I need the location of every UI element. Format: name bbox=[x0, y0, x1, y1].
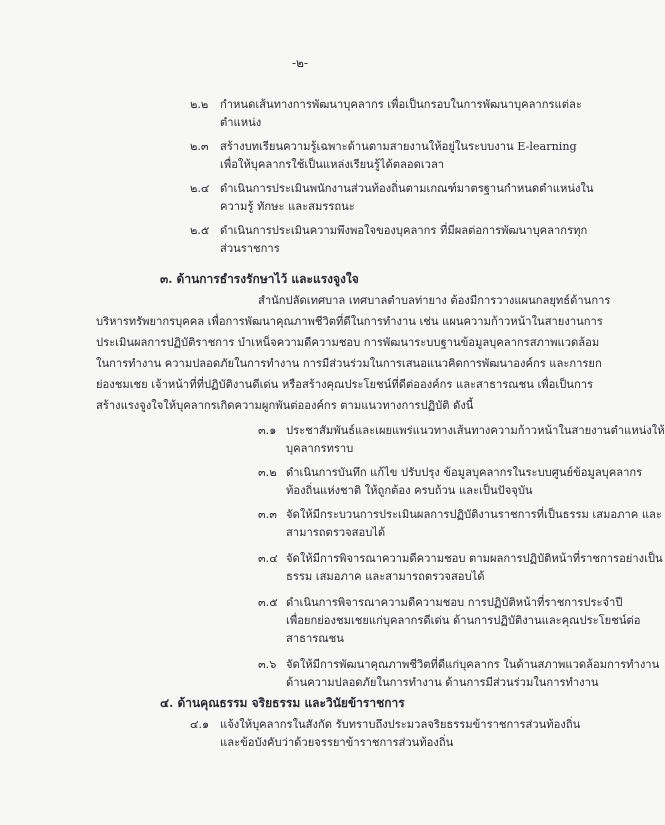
item-3-4-line1: จัดให้มีการพิจารณาความดีความชอบ ตามผลการปฏิบัติหน้าที่ราชการอย่างเป็น bbox=[286, 552, 663, 565]
section-4-heading: ๔. ด้านคุณธรรม จริยธรรม และวินัยข้าราชการ bbox=[160, 696, 405, 710]
item-3-6-line2: ด้านความปลอดภัยในการทำงาน ด้านการมีส่วนร่วมในการทำงาน bbox=[286, 676, 599, 689]
item-2-5-line1: ดำเนินการประเมินความพึงพอใจของบุคลากร ที่มีผลต่อการพัฒนาบุคลากรทุก bbox=[220, 224, 588, 237]
item-2-4-line2: ความรู้ ทักษะ และสมรรถนะ bbox=[220, 200, 355, 213]
item-2-2-line2: ตำแหน่ง bbox=[220, 116, 262, 129]
item-2-3-number: ๒.๓ bbox=[190, 140, 209, 153]
item-3-6-number: ๓.๖ bbox=[258, 658, 277, 671]
item-3-3-line1: จัดให้มีกระบวนการประเมินผลการปฏิบัติงานราชการที่เป็นธรรม เสมอภาค และ bbox=[286, 508, 662, 521]
item-3-1-line2: บุคลากรทราบ bbox=[286, 442, 354, 455]
item-4-1-line1: แจ้งให้บุคลากรในสังกัด รับทราบถึงประมวลจริยธรรมข้าราชการส่วนท้องถิ่น bbox=[220, 718, 581, 731]
item-3-2-number: ๓.๒ bbox=[258, 466, 277, 479]
item-3-4-line2: ธรรม เสมอภาค และสามารถตรวจสอบได้ bbox=[286, 570, 485, 583]
section-3-paragraph-line: สำนักปลัดเทศบาล เทศบาลตำบลท่ายาง ต้องมีการวางแผนกลยุทธ์ด้านการ bbox=[258, 294, 611, 307]
item-3-5-line3: สาธารณชน bbox=[286, 632, 344, 645]
section-3-paragraph-line: บริหารทรัพยากรบุคคล เพื่อการพัฒนาคุณภาพชีวิตที่ดีในการทำงาน เช่น แผนความก้าวหน้าในสายงานการ bbox=[96, 315, 603, 328]
page-number: -๒- bbox=[291, 56, 309, 70]
section-3-paragraph-line: สร้างแรงจูงใจให้บุคลากรเกิดความผูกพันต่อองค์กร ตามแนวทางการปฏิบัติ ดังนี้ bbox=[96, 399, 474, 412]
item-3-4-number: ๓.๔ bbox=[258, 552, 278, 565]
item-3-3-line2: สามารถตรวจสอบได้ bbox=[286, 526, 386, 539]
section-3-paragraph-line: ในการทำงาน ความปลอดภัยในการทำงาน การมีส่วนร่วมในการเสนอแนวคิดการพัฒนาองค์กร และการยก bbox=[96, 357, 602, 370]
item-2-2-number: ๒.๒ bbox=[190, 98, 209, 111]
item-3-2-line2: ท้องถิ่นแห่งชาติ ให้ถูกต้อง ครบถ้วน และเป็นปัจจุบัน bbox=[286, 484, 533, 497]
item-3-6-line1: จัดให้มีการพัฒนาคุณภาพชีวิตที่ดีแก่บุคลากร ในด้านสภาพแวดล้อมการทำงาน bbox=[286, 658, 660, 671]
item-2-3-line1: สร้างบทเรียนความรู้เฉพาะด้านตามสายงานให้อยู่ในระบบงาน E-learning bbox=[220, 140, 577, 153]
item-2-4-number: ๒.๔ bbox=[190, 182, 210, 195]
item-2-2-line1: กำหนดเส้นทางการพัฒนาบุคลากร เพื่อเป็นกรอบในการพัฒนาบุคลากรแต่ละ bbox=[220, 98, 582, 111]
section-3-paragraph-line: ย่องชมเชย เจ้าหน้าที่ที่ปฏิบัติงานดีเด่น หรือสร้างคุณประโยชน์ที่ดีต่อองค์กร และสาธารณชน เพื่อเป็นการ bbox=[96, 378, 594, 391]
item-3-5-line1: ดำเนินการพิจารณาความดีความชอบ การปฏิบัติหน้าที่ราชการประจำปี bbox=[286, 596, 623, 609]
item-3-5-line2: เพื่อยกย่องชมเชยแก่บุคลากรดีเด่น ด้านการปฏิบัติงานและคุณประโยชน์ต่อ bbox=[286, 614, 641, 627]
item-3-1-line1: ประชาสัมพันธ์และเผยแพร่แนวทางเส้นทางความก้าวหน้าในสายงานตำแหน่งให้ bbox=[286, 424, 665, 437]
item-3-5-number: ๓.๕ bbox=[258, 596, 278, 609]
item-2-3-line2: เพื่อให้บุคลากรใช้เป็นแหล่งเรียนรู้ได้ตลอดเวลา bbox=[220, 158, 445, 171]
item-3-2-line1: ดำเนินการบันทึก แก้ไข ปรับปรุง ข้อมูลบุคลากรในระบบศูนย์ข้อมูลบุคลากร bbox=[286, 466, 643, 479]
section-3-paragraph-line: ประเมินผลการปฏิบัติราชการ บำเหน็จความดีความชอบ การพัฒนาระบบฐานข้อมูลบุคลากรสภาพแวดล้อม bbox=[96, 336, 600, 349]
item-2-5-line2: ส่วนราชการ bbox=[220, 242, 280, 255]
item-3-1-number: ๓.๑ bbox=[258, 424, 277, 437]
section-3-heading: ๓. ด้านการธำรงรักษาไว้ และแรงจูงใจ bbox=[160, 272, 359, 286]
item-2-5-number: ๒.๕ bbox=[190, 224, 210, 237]
item-4-1-line2: และข้อบังคับว่าด้วยจรรยาข้าราชการส่วนท้องถิ่น bbox=[220, 736, 454, 749]
item-2-4-line1: ดำเนินการประเมินพนักงานส่วนท้องถิ่นตามเกณฑ์มาตรฐานกำหนดตำแหน่งใน bbox=[220, 182, 594, 195]
item-4-1-number: ๔.๑ bbox=[190, 718, 210, 731]
item-3-3-number: ๓.๓ bbox=[258, 508, 277, 521]
